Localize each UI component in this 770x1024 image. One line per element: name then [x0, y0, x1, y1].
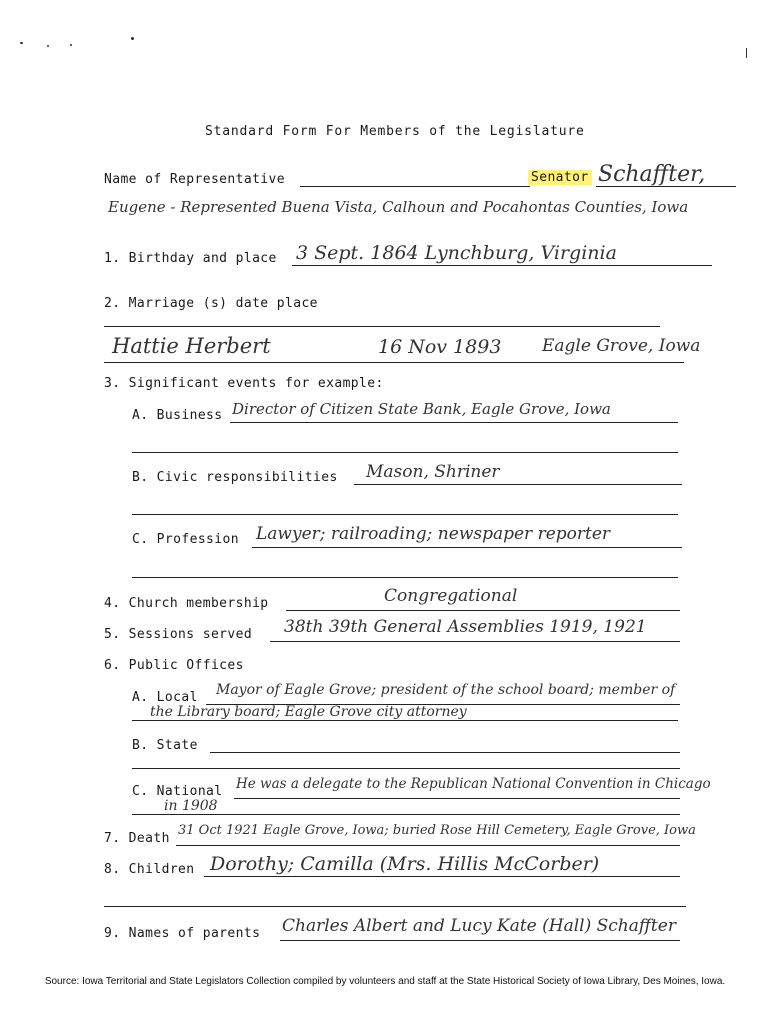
- church-label: 4. Church membership: [104, 596, 269, 611]
- profession-value: Lawyer; railroading; newspaper reporter: [256, 524, 611, 544]
- marriage-line-2: [104, 362, 684, 363]
- scan-speck: [20, 42, 23, 44]
- local-line-2: [132, 720, 678, 721]
- scan-speck: [746, 48, 747, 58]
- civic-label: B. Civic responsibilities: [132, 470, 338, 485]
- marriage-date: 16 Nov 1893: [378, 336, 502, 358]
- events-label: 3. Significant events for example:: [104, 376, 384, 391]
- national-value-2: in 1908: [164, 798, 218, 814]
- marriage-line-1: [104, 326, 660, 327]
- birthday-line: [292, 265, 712, 266]
- state-label: B. State: [132, 738, 198, 753]
- sessions-value: 38th 39th General Assemblies 1919, 1921: [284, 617, 647, 637]
- profession-line-1: [252, 547, 682, 548]
- marriage-label: 2. Marriage (s) date place: [104, 296, 318, 311]
- death-line: [176, 845, 680, 846]
- public-label: 6. Public Offices: [104, 658, 244, 673]
- form-title: Standard Form For Members of the Legislature: [205, 124, 585, 139]
- civic-line-2: [132, 514, 678, 515]
- children-line-1: [204, 876, 680, 877]
- business-line-1: [230, 422, 678, 423]
- death-value: 31 Oct 1921 Eagle Grove, Iowa; buried Rose Hill Cemetery, Eagle Grove, Iowa: [178, 823, 696, 838]
- children-value: Dorothy; Camilla (Mrs. Hillis McCorber): [210, 853, 600, 875]
- death-label: 7. Death: [104, 831, 170, 846]
- children-label: 8. Children: [104, 862, 195, 877]
- rep-value-2: Eugene - Represented Buena Vista, Calhoun and Pocahontas Counties, Iowa: [108, 198, 689, 216]
- national-value-1: He was a delegate to the Republican National Convention in Chicago: [236, 776, 711, 792]
- scan-speck: [131, 37, 134, 40]
- profession-label: C. Profession: [132, 532, 239, 547]
- marriage-place: Eagle Grove, Iowa: [542, 336, 701, 356]
- local-value-1: Mayor of Eagle Grove; president of the school board; member of: [216, 682, 676, 698]
- state-line-1: [210, 752, 680, 753]
- national-line-2: [132, 814, 680, 815]
- parents-label: 9. Names of parents: [104, 926, 261, 941]
- marriage-name: Hattie Herbert: [112, 334, 271, 358]
- church-value: Congregational: [384, 586, 518, 606]
- sessions-line: [270, 641, 680, 642]
- civic-value: Mason, Shriner: [366, 462, 500, 482]
- local-label: A. Local: [132, 690, 198, 705]
- local-value-2: the Library board; Eagle Grove city attorney: [150, 704, 467, 720]
- rep-line: [300, 186, 530, 187]
- parents-line: [280, 940, 680, 941]
- church-line: [286, 610, 680, 611]
- birthday-value: 3 Sept. 1864 Lynchburg, Virginia: [296, 242, 617, 264]
- business-label: A. Business: [132, 408, 223, 423]
- scan-speck: [70, 44, 72, 46]
- business-value: Director of Citizen State Bank, Eagle Grove, Iowa: [232, 400, 611, 418]
- senator-label: Senator: [528, 170, 592, 185]
- rep-value-1: Schaffter,: [598, 162, 706, 187]
- profession-line-2: [132, 577, 678, 578]
- sessions-label: 5. Sessions served: [104, 627, 253, 642]
- birthday-label: 1. Birthday and place: [104, 251, 277, 266]
- scan-speck: [47, 45, 49, 47]
- parents-value: Charles Albert and Lucy Kate (Hall) Schaffter: [282, 916, 676, 936]
- state-line-2: [132, 768, 680, 769]
- national-line-1: [234, 798, 680, 799]
- source-caption: Source: Iowa Territorial and State Legislators Collection compiled by volunteers and staff at the State Historical Society of Iowa Library, Des Moines, Iowa.: [44, 976, 726, 987]
- rep-label: Name of Representative: [104, 172, 285, 187]
- national-label: C. National: [132, 784, 223, 799]
- civic-line-1: [354, 484, 682, 485]
- children-line-2: [104, 906, 686, 907]
- business-line-2: [132, 452, 678, 453]
